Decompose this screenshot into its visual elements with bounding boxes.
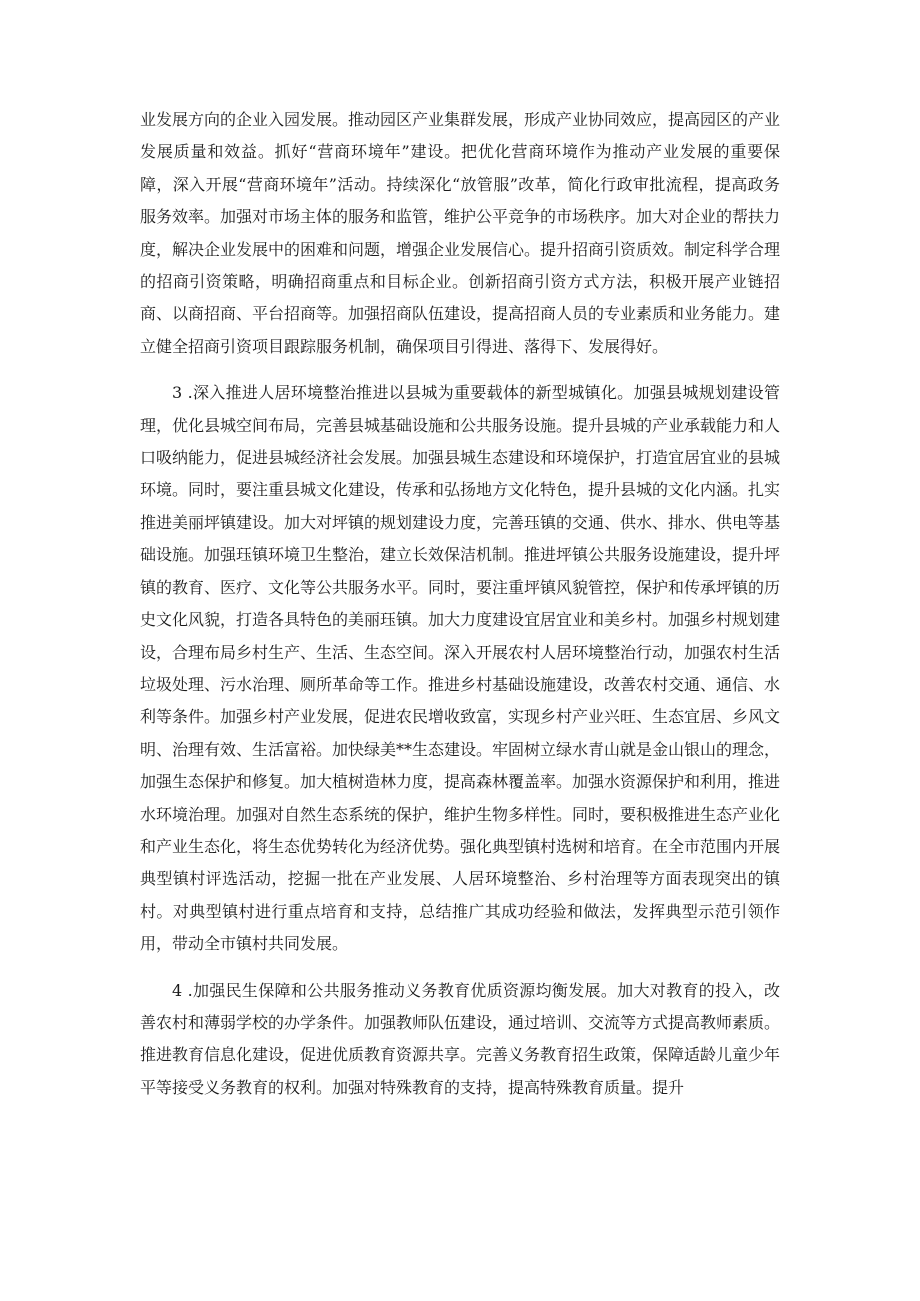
paragraph-section-4: 4 .加强民生保障和公共服务推动义务教育优质资源均衡发展。加大对教育的投入，改善农村和薄弱学校的办学条件。加强教师队伍建设，通过培训、交流等方式提高教师素质。推进教育信息化建设，促进优质教育资源共享。完善义务教育招生政策，保障适龄儿童少年平等接受义务教育的权利。加强对特殊教育的支持，提高特殊教育质量。提升 [140, 980, 781, 1097]
paragraph-continuation: 业发展方向的企业入园发展。推动园区产业集群发展，形成产业协同效应，提高园区的产业发展质量和效益。抓好“营商环境年”建设。把优化营商环境作为推动产业发展的重要保障，深入开展“营商环境年”活动。持续深化“放管服”改革，简化行政审批流程，提高政务服务效率。加强对市场主体的服务和监管，维护公平竞争的市场秩序。加大对企业的帮扶力度，解决企业发展中的困难和问题，增强企业发展信心。提升招商引资质效。制定科学合理的招商引资策略，明确招商重点和目标企业。创新招商引资方式方法，积极开展产业链招商、以商招商、平台招商等。加强招商队伍建设，提高招商人员的专业素质和业务能力。建立健全招商引资项目跟踪服务机制，确保项目引得进、落得下、发展得好。 [140, 110, 781, 356]
paragraph-spacer [140, 363, 780, 377]
paragraph-spacer [140, 961, 780, 975]
document-body [140, 104, 780, 1104]
paragraph-section-3: 3 .深入推进人居环境整治推进以县城为重要载体的新型城镇化。加强县城规划建设管理，优化县城空间布局，完善县城基础设施和公共服务设施。提升县城的产业承载能力和人口吸纳能力，促进县城经济社会发展。加强县城生态建设和环境保护，打造宜居宜业的县城环境。同时，要注重县城文化建设，传承和弘扬地方文化特色，提升县城的文化内涵。扎实推进美丽坪镇建设。加大对坪镇的规划建设力度，完善珏镇的交通、供水、排水、供电等基础设施。加强珏镇环境卫生整治，建立长效保洁机制。推进坪镇公共服务设施建设，提升坪镇的教育、医疗、文化等公共服务水平。同时，要注重坪镇风貌管控，保护和传承坪镇的历史文化风貌，打造各具特色的美丽珏镇。加大力度建设宜居宜业和美乡村。加强乡村规划建设，合理布局乡村生产、生活、生态空间。深入开展农村人居环境整治行动，加强农村生活垃圾处理、污水治理、厕所革命等工作。推进乡村基础设施建设，改善农村交通、通信、水利等条件。加强乡村产业发展，促进农民增收致富，实现乡村产业兴旺、生态宜居、乡风文明、治理有效、生活富裕。加快绿美**生态建设。牢固树立绿水青山就是金山银山的理念，加强生态保护和修复。加大植树造林力度，提高森林覆盖率。加强水资源保护和利用，推进水环境治理。加强对自然生态系统的保护，维护生物多样性。同时，要积极推进生态产业化和产业生态化，将生态优势转化为经济优势。强化典型镇村选树和培育。在全市范围内开展典型镇村评选活动，挖掘一批在产业发展、人居环境整治、乡村治理等方面表现突出的镇村。对典型镇村进行重点培育和支持，总结推广其成功经验和做法，发挥典型示范引领作用，带动全市镇村共同发展。 [140, 383, 781, 954]
